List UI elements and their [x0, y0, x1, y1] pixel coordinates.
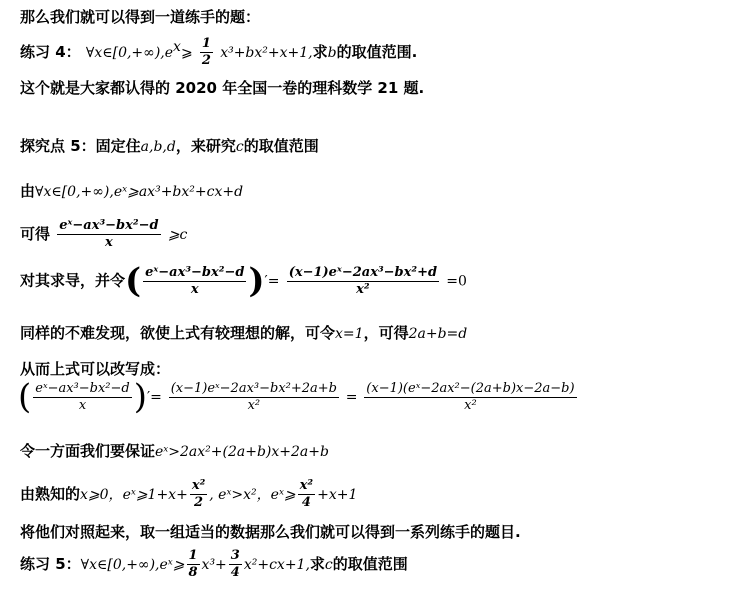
- known-label: 由熟知的: [20, 485, 81, 503]
- fraction-numerator: eˣ−ax³−bx²−d: [35, 380, 130, 396]
- exercise-4-tail: 的取值范围.: [336, 43, 418, 61]
- exploration-5-mid: ，来研究: [175, 137, 236, 155]
- fraction-denominator: x: [105, 235, 113, 250]
- fraction-denominator: 2: [201, 53, 211, 68]
- derivative-label: 对其求导，并令: [20, 271, 126, 290]
- exercise-5-fraction-1: [187, 548, 200, 581]
- fraction-numerator: x²: [191, 478, 206, 493]
- exercise-5-var: c: [324, 557, 333, 573]
- given-label: 由: [20, 182, 36, 200]
- known-m1: x⩾0，: [80, 487, 123, 503]
- rewrite-eq: =: [345, 389, 358, 406]
- observation-m1: x=1: [335, 326, 364, 342]
- rewrite-heading: 从而上式可以改写成：: [20, 360, 171, 378]
- fraction-numerator: (x−1)(eˣ−2ax²−(2a+b)x−2a−b): [366, 380, 575, 396]
- exercise-4-fraction: [200, 36, 213, 69]
- derivative-line: [20, 261, 467, 301]
- left-paren: (: [18, 377, 32, 417]
- ensure-label: 令一方面我们要保证: [20, 442, 156, 460]
- fraction-denominator: x²: [464, 397, 477, 413]
- derivative-rhs: =0: [446, 273, 467, 290]
- intro-line: 那么我们就可以得到一道练手的题：: [20, 8, 261, 26]
- derive-line: [20, 218, 187, 251]
- right-paren: ): [248, 261, 265, 301]
- fraction-denominator: 8: [188, 565, 198, 580]
- fraction-numerator: (x−1)eˣ−2ax³−bx²+2a+b: [170, 380, 337, 396]
- fraction-denominator: x: [78, 397, 87, 413]
- exploration-5-heading: [20, 135, 319, 156]
- rewrite-fraction-3: [364, 381, 576, 414]
- fraction-numerator: 3: [230, 548, 240, 563]
- exploration-5-label: 探究点 5：固定住: [20, 137, 141, 155]
- fraction-numerator: 1: [188, 548, 198, 563]
- fraction-numerator: eˣ−ax³−bx²−d: [145, 264, 245, 280]
- fraction-numerator: 1: [201, 36, 211, 51]
- known-m5: +x+1: [317, 487, 358, 503]
- rewrite-equation: [18, 377, 579, 417]
- known-m2: eˣ⩾1+x+: [122, 487, 188, 503]
- known-fraction-1: [190, 478, 207, 511]
- known-fraction-2: [298, 478, 315, 511]
- observation-mid: ，可得: [363, 324, 409, 342]
- exercise-4-label: 练习 4：: [20, 43, 81, 61]
- derive-fraction: [57, 218, 160, 251]
- compare-line: 将他们对照起来，取一组适当的数据那么我们就可以得到一系列练手的题目.: [20, 523, 521, 541]
- fraction-denominator: 4: [301, 495, 311, 510]
- exercise-4-quantifier: ∀x∈[0,+∞),e: [85, 45, 174, 61]
- observation-m2: 2a+b=d: [408, 326, 468, 342]
- source-note: 这个就是大家都认得的 2020 年全国一卷的理科数学 21 题.: [20, 79, 425, 97]
- exercise-5-label: 练习 5：: [20, 555, 81, 573]
- exploration-5-tail: 的取值范围: [243, 137, 319, 155]
- fraction-denominator: 4: [230, 565, 240, 580]
- rewrite-prime: ′=: [147, 389, 162, 406]
- exercise-5-fraction-2: [229, 548, 242, 581]
- right-paren: ): [133, 377, 147, 417]
- exercise-5-tail: 的取值范围: [332, 555, 408, 573]
- exercise-5: [20, 548, 408, 581]
- known-m3: , eˣ>x²，: [209, 487, 271, 503]
- derivative-fraction-1: [143, 265, 246, 298]
- given-line: [20, 180, 243, 201]
- ensure-line: [20, 440, 329, 461]
- exploration-5-vars: a,b,d: [140, 139, 176, 155]
- known-inequalities: [20, 478, 357, 511]
- exploration-5-var: c: [235, 139, 244, 155]
- derivative-fraction-2: [287, 265, 439, 298]
- exercise-5-m1: ∀x∈[0,+∞),eˣ⩾: [80, 557, 185, 573]
- derive-rhs: ⩾c: [167, 227, 188, 243]
- rewrite-fraction-1: [33, 381, 131, 414]
- left-paren: (: [125, 261, 142, 301]
- observation-line: [20, 322, 467, 343]
- exercise-4-rhs: x³+bx²+x+1,: [220, 45, 313, 61]
- known-m4: eˣ⩾: [270, 487, 296, 503]
- derivative-prime: ′=: [264, 273, 280, 290]
- fraction-numerator: (x−1)eˣ−2ax³−bx²+d: [288, 264, 438, 280]
- fraction-denominator: x²: [247, 397, 261, 413]
- fraction-numerator: x²: [299, 478, 314, 493]
- fraction-denominator: x: [190, 281, 199, 297]
- given-inequality: ∀x∈[0,+∞),eˣ⩾ax³+bx²+cx+d: [35, 184, 244, 200]
- fraction-denominator: 2: [194, 495, 204, 510]
- exercise-4-ge: ⩾: [180, 45, 193, 61]
- rewrite-fraction-2: [169, 381, 339, 414]
- exercise-4-exp: x: [173, 39, 181, 55]
- exercise-5-m3: x²+cx+1,: [243, 557, 310, 573]
- ensure-inequality: eˣ>2ax²+(2a+b)x+2a+b: [155, 444, 329, 460]
- exercise-4: [20, 36, 417, 69]
- exercise-5-m2: x³+: [201, 557, 227, 573]
- observation-label: 同样的不难发现，欲使上式有较理想的解，可令: [20, 324, 336, 342]
- exercise-5-ask: 求: [309, 555, 325, 573]
- exercise-4-var: b: [327, 45, 337, 61]
- exercise-4-ask: 求: [312, 43, 328, 61]
- fraction-numerator: eˣ−ax³−bx²−d: [59, 218, 159, 233]
- derive-label: 可得: [20, 225, 51, 243]
- fraction-denominator: x²: [356, 281, 370, 297]
